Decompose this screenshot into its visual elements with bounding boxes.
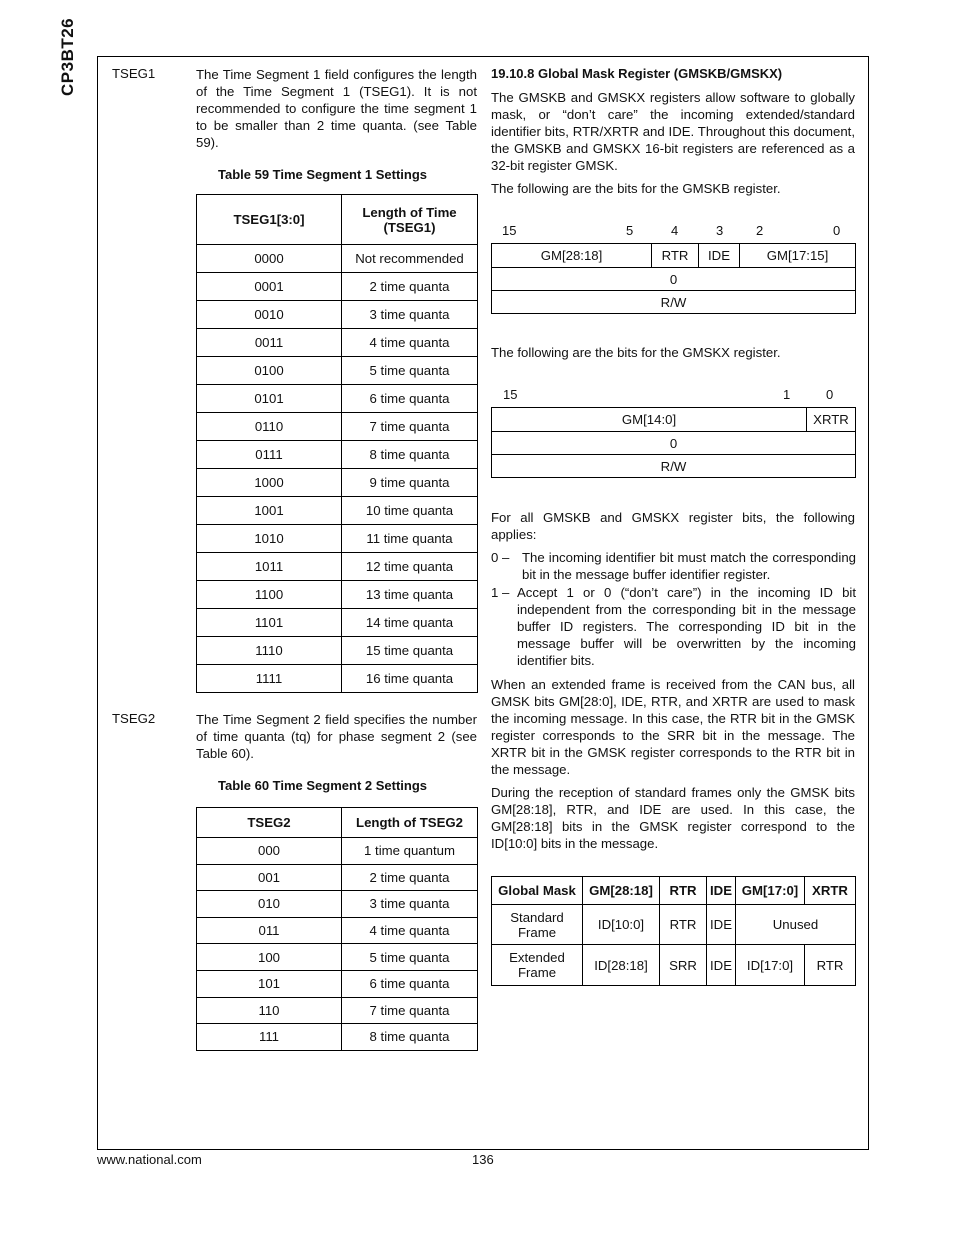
list-text: The incoming identifier bit must match the corresponding bit in the message buffer identifier register. — [522, 550, 856, 582]
gmskb-bit-number: 5 — [626, 223, 634, 238]
table-cell: 1100 — [197, 581, 342, 609]
table-cell: 2 time quanta — [342, 864, 478, 891]
tseg2-description: The Time Segment 2 field specifies the number of time quanta (tq) for phase segment 2 (see Table 60). — [196, 712, 477, 761]
table-cell: 0101 — [197, 385, 342, 413]
gmskx-field: GM[14:0] — [492, 408, 807, 432]
mask-cell: SRR — [660, 945, 707, 986]
table-cell: 1111 — [197, 665, 342, 693]
table-cell: 0010 — [197, 301, 342, 329]
gmskb-bit-number: 3 — [716, 223, 724, 238]
gmskb-field: GM[28:18] — [492, 244, 652, 268]
table-cell: 11 time quanta — [342, 525, 478, 553]
gmskb-field: IDE — [699, 244, 740, 268]
table-row — [197, 273, 478, 301]
mask-table-header: RTR — [660, 877, 707, 905]
table-row — [197, 609, 478, 637]
table60 — [196, 807, 478, 1051]
gmskb-bit-number: 0 — [833, 223, 841, 238]
table-cell: 13 time quanta — [342, 581, 478, 609]
table-cell: Not recommended — [342, 245, 478, 273]
table-cell: 011 — [197, 917, 342, 944]
table-row — [197, 497, 478, 525]
table-row — [197, 469, 478, 497]
table-cell: 1110 — [197, 637, 342, 665]
table-cell: 1010 — [197, 525, 342, 553]
table-cell: 5 time quanta — [342, 357, 478, 385]
table-row — [197, 413, 478, 441]
table59-header: TSEG1[3:0] — [197, 195, 342, 245]
table-cell: 6 time quanta — [342, 385, 478, 413]
table-row — [197, 329, 478, 357]
gmskx-bit-number: 1 — [783, 387, 791, 402]
standard-frame-paragraph: During the reception of standard frames only the GMSK bits GM[28:18], RTR, and IDE are used. In this case, the GM[28:18] bits in the GMSK register correspond to the ID[10:0] bits in the message. — [491, 785, 855, 851]
gmskx-field: XRTR — [807, 408, 856, 432]
table-row — [197, 891, 478, 918]
table-row — [197, 245, 478, 273]
list-item — [491, 584, 856, 669]
table-cell: 8 time quanta — [342, 1024, 478, 1051]
table-cell: 1001 — [197, 497, 342, 525]
mask-cell: IDE — [707, 945, 736, 986]
table-cell: 100 — [197, 944, 342, 971]
global-mask-table — [491, 876, 856, 986]
table-cell: 1000 — [197, 469, 342, 497]
table-cell: 5 time quanta — [342, 944, 478, 971]
table-row — [197, 665, 478, 693]
table-cell: 0011 — [197, 329, 342, 357]
gmskx-bit-number: 15 — [503, 387, 518, 402]
table-cell: 12 time quanta — [342, 553, 478, 581]
gmskb-reset: 0 — [492, 268, 856, 291]
table-cell: 3 time quanta — [342, 301, 478, 329]
table-row — [197, 970, 478, 997]
table-cell: 0110 — [197, 413, 342, 441]
table-cell: 0000 — [197, 245, 342, 273]
table-row — [492, 945, 856, 986]
table-cell: 101 — [197, 970, 342, 997]
table-row — [197, 385, 478, 413]
table-row — [197, 997, 478, 1024]
table-cell: 0100 — [197, 357, 342, 385]
mask-cell: ID[17:0] — [736, 945, 805, 986]
table-cell: 10 time quanta — [342, 497, 478, 525]
table-cell: 7 time quanta — [342, 413, 478, 441]
mask-cell: RTR — [660, 905, 707, 945]
table-cell: 8 time quanta — [342, 441, 478, 469]
gmskb-intro: The following are the bits for the GMSKB register. — [491, 181, 781, 196]
gmskb-bit-number: 15 — [502, 223, 517, 238]
tseg2-label: TSEG2 — [112, 711, 156, 726]
table-row — [197, 917, 478, 944]
list-item — [491, 549, 856, 583]
gmsk-intro: The GMSKB and GMSKX registers allow software to globally mask, or “don’t care” the incoming extended/standard identifier bits, RTR/XRTR and IDE. Throughout this document, the GMSKB and GMSKX 16-bit registers are referenced as a 32-bit register GMSK. — [491, 90, 855, 173]
gmskb-bit-number: 2 — [756, 223, 764, 238]
table-row — [197, 357, 478, 385]
gmskb-access: R/W — [492, 291, 856, 314]
tseg1-label: TSEG1 — [112, 66, 156, 81]
gmskx-bit-number: 0 — [826, 387, 834, 402]
table-cell: 16 time quanta — [342, 665, 478, 693]
table-row — [197, 441, 478, 469]
table-row — [197, 864, 478, 891]
gmskb-bit-number: 4 — [671, 223, 679, 238]
mask-table-header: Global Mask — [492, 877, 583, 905]
gmskx-register — [491, 407, 856, 478]
list-marker: 0 – — [491, 550, 510, 565]
table-row — [492, 905, 856, 945]
mask-table-header: GM[17:0] — [736, 877, 805, 905]
table-cell: 4 time quanta — [342, 329, 478, 357]
footer-url: www.national.com — [97, 1152, 202, 1167]
table-cell: 14 time quanta — [342, 609, 478, 637]
table-row — [197, 944, 478, 971]
mask-cell: ID[28:18] — [583, 945, 660, 986]
gmskb-field: GM[17:15] — [740, 244, 856, 268]
table-cell: 7 time quanta — [342, 997, 478, 1024]
table-cell: 110 — [197, 997, 342, 1024]
table-cell: 1101 — [197, 609, 342, 637]
section-heading: 19.10.8 Global Mask Register (GMSKB/GMSKX) — [491, 66, 783, 81]
table60-header: TSEG2 — [197, 808, 342, 838]
gmskx-reset: 0 — [492, 432, 856, 455]
mask-table-header: IDE — [707, 877, 736, 905]
table-cell: 0111 — [197, 441, 342, 469]
table-cell: 9 time quanta — [342, 469, 478, 497]
footer-rule — [97, 1149, 869, 1150]
table59-body — [197, 245, 478, 693]
table59-header: Length of Time (TSEG1) — [342, 195, 478, 245]
tseg1-description: The Time Segment 1 field configures the length of the Time Segment 1 (TSEG1). It is not recommended to configure the time segment 1 to be smaller than 2 time quanta. (see Table 59). — [196, 67, 477, 150]
page-number: 136 — [472, 1152, 494, 1167]
gmskb-field: RTR — [652, 244, 699, 268]
table-row — [197, 1024, 478, 1051]
table-row — [197, 525, 478, 553]
bit-meaning-list — [491, 549, 856, 669]
gmskx-intro: The following are the bits for the GMSKX register. — [491, 345, 781, 360]
gmskx-access: R/W — [492, 455, 856, 478]
list-text: Accept 1 or 0 (“don’t care”) in the incoming ID bit independent from the corresponding bit in the message buffer ID registers. The corresponding ID bit in the message buffer will be overwritten by the incoming identifier bits. — [517, 585, 856, 668]
extended-frame-paragraph: When an extended frame is received from the CAN bus, all GMSK bits GM[28:0], IDE, RTR, and XRTR are used to mask the incoming message. In this case, the RTR bit in the GMSK register corresponds to the SRR bit in the message. The XRTR bit in the GMSK register corresponds to the RTR bit in the message. — [491, 677, 855, 777]
table-row — [197, 553, 478, 581]
mask-row-label: Extended Frame — [492, 945, 583, 986]
table-cell: 111 — [197, 1024, 342, 1051]
table-cell: 4 time quanta — [342, 917, 478, 944]
table-cell: 010 — [197, 891, 342, 918]
mask-cell: RTR — [805, 945, 856, 986]
table-cell: 000 — [197, 838, 342, 865]
table-row — [197, 838, 478, 865]
table60-body — [197, 838, 478, 1051]
table59-caption: Table 59 Time Segment 1 Settings — [218, 167, 428, 182]
table-cell: 1011 — [197, 553, 342, 581]
applies-text: For all GMSKB and GMSKX register bits, the following applies: — [491, 510, 855, 542]
table-cell: 0001 — [197, 273, 342, 301]
list-marker: 1 – — [491, 585, 510, 600]
mask-row-label: Standard Frame — [492, 905, 583, 945]
table-cell: 3 time quanta — [342, 891, 478, 918]
table-cell: 2 time quanta — [342, 273, 478, 301]
table59 — [196, 194, 478, 693]
mask-cell: IDE — [707, 905, 736, 945]
mask-table-header: XRTR — [805, 877, 856, 905]
table-row — [197, 637, 478, 665]
table-row — [197, 581, 478, 609]
table-cell: 1 time quantum — [342, 838, 478, 865]
table-cell: 001 — [197, 864, 342, 891]
gmskb-register — [491, 243, 856, 314]
table60-caption: Table 60 Time Segment 2 Settings — [218, 778, 428, 793]
sidebar-title: CP3BT26 — [58, 17, 77, 96]
mask-table-header: GM[28:18] — [583, 877, 660, 905]
mask-cell: Unused — [736, 905, 856, 945]
table-cell: 15 time quanta — [342, 637, 478, 665]
mask-cell: ID[10:0] — [583, 905, 660, 945]
table-row — [197, 301, 478, 329]
table-cell: 6 time quanta — [342, 970, 478, 997]
table60-header: Length of TSEG2 — [342, 808, 478, 838]
